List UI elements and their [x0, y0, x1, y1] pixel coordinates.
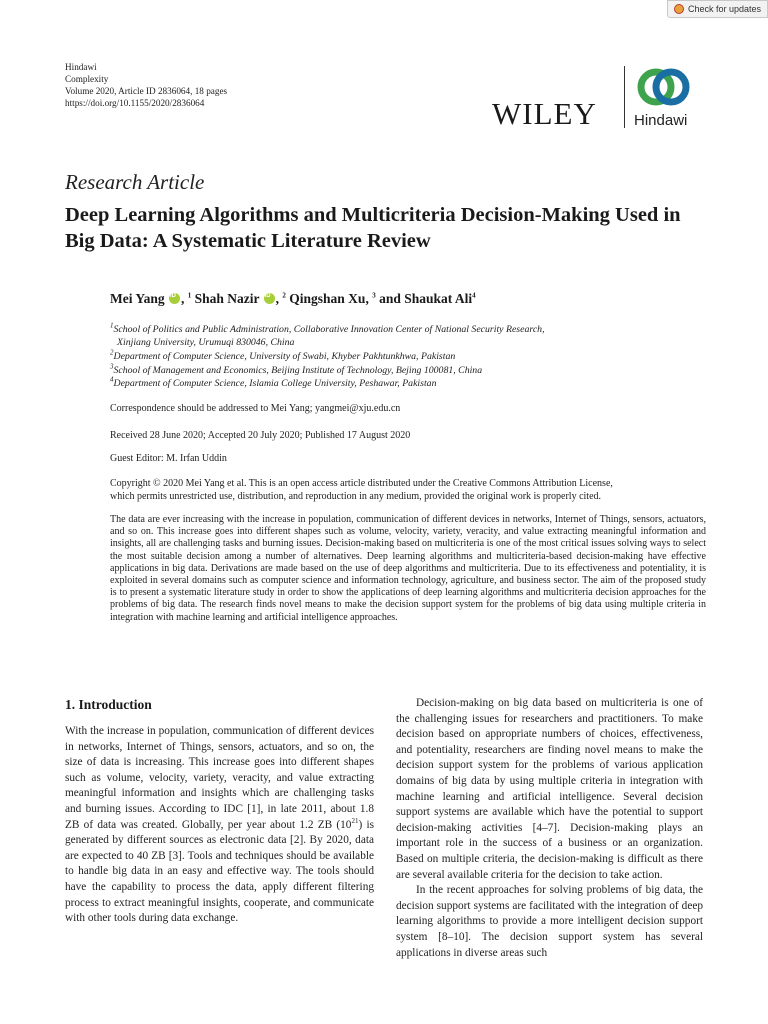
journal-info	[65, 61, 227, 109]
check-for-updates-button[interactable]	[667, 0, 768, 18]
abstract: The data are ever increasing with the increase in population, communication of different devices in networks, Internet of Things, sensors, actuators, and so on. This increase goes into different shapes such as volume, velocity, variety, veracity, and value extracting meaningful information and insights, all are challenging tasks and burning issues. Decision-making based on multicriteria is one of the most critical issues solving ways to select the most suitable decision among a number of alternatives. Deep learning algorithms and multicriteria-based decision-making have effective applications in big data. Derivations are made based on the use of deep algorithms and multicriteria. Due to its effectiveness and potentiality, it is exploited in several domains such as computer science and information technology, agriculture, and business sector. The aim of the proposed study is to present a systematic literature study in order to show the applications of deep learning algorithms and multicriteria decision approaches for the problems of big data. The research finds novel means to make the decision support system for the problems of big data using multiple criteria in integration with machine learning and artificial intelligence approaches.	[110, 514, 706, 623]
affiliation: $^1$School of Politics and Public Administration, Collaborative Innovation Center of National Security Research,	[110, 321, 545, 335]
affiliation: $^2$Department of Computer Science, University of Swabi, Khyber Pakhtunkhwa, Pakistan	[110, 348, 456, 362]
author-affiliation-sup: 3	[372, 291, 376, 300]
orcid-icon[interactable]	[264, 293, 275, 304]
paragraph: Decision-making on big data based on multicriteria is one of the challenging issues for researchers and practitioners. To make decision based on appropriate numbers of choices, effectiveness, and potentiality, researchers are finding novel means to make the decision support system for the problems of various application domains of big data by using multiple criteria in integration with machine learning and artificial intelligence. Several decision support systems are available which have the potential to support decision-making activities [4–7]. Decision-making plays an important role in the success of a business or an organization. Based on multiple criteria, the decision-making is difficult as there are several available criteria for the decision to take action.	[396, 697, 703, 881]
correspondence: Correspondence should be addressed to Mei Yang; yangmei@xju.edu.cn	[110, 403, 401, 414]
volume-info: Volume 2020, Article ID 2836064, 18 pages	[65, 86, 228, 96]
author-name[interactable]: Shaukat Ali	[404, 291, 473, 306]
paragraph: With the increase in population, communication of different devices in networks, Internet of Things, sensors, actuators, and so on, the size of data is increasing. This increase goes into different shapes such as volume, velocity, variety, veracity, and value extracting meaningful information and insights which are challenging tasks and burning issues. According to IDC [1], in late 2011, about 1.8 ZB of data was created. Globally, per year about 1.2 ZB $(10^{21})$ is generated by different sources as electronic data [2]. By 2020, data are expected to 40 ZB [3]. Tools and techniques should be available to handle big data in an easy and effective way. The tools should have the capability to process the data, apply different filtering process to extract meaningful insights, cooperate, and communicate with other tools during data exchange.	[65, 725, 374, 925]
author-list: Mei Yang iD , $^1$ Shah Nazir iD , $^2$ Qingshan Xu, $^3$ and Shaukat Ali$^4$	[110, 291, 476, 307]
publication-dates: Received 28 June 2020; Accepted 20 July 2020; Published 17 August 2020	[110, 430, 411, 441]
author-name[interactable]: Qingshan Xu	[289, 291, 366, 306]
paragraph: In the recent approaches for solving problems of big data, the decision support systems are facilitated with the integration of deep learning algorithms to provide a more intelligent decision support system [8–10]. The decision support system has several applications in diverse areas such	[396, 884, 703, 959]
guest-editor: Guest Editor: M. Irfan Uddin	[110, 453, 227, 464]
author-affiliation-sup: 1	[187, 291, 192, 300]
journal-name: Complexity	[65, 74, 109, 84]
orcid-icon[interactable]	[169, 293, 180, 304]
body-column-left	[65, 724, 374, 927]
article-type: Research Article	[65, 170, 205, 194]
check-updates-icon	[674, 4, 684, 14]
author-affiliation-sup: 4	[472, 291, 476, 300]
hindawi-logo-text: Hindawi	[634, 112, 688, 129]
author-affiliation-sup: 2	[282, 291, 286, 300]
copyright-notice: Copyright © 2020 Mei Yang et al. This is an open access article distributed under the Creative Commons Attribution License, which permits unrestricted use, distribution, and reproduction in any medium, provided the original work is properly cited.	[110, 478, 613, 502]
logo-divider	[624, 66, 625, 128]
affiliation-continued: Xinjiang University, Urumuqi 830046, China	[117, 337, 295, 348]
author-name[interactable]: Shah Nazir	[194, 291, 260, 306]
body-column-right	[396, 696, 703, 961]
wiley-logo: WILEY	[492, 96, 597, 131]
affiliation: $^3$School of Management and Economics, Beijing Institute of Technology, Bejing 100081, China	[110, 362, 483, 376]
hindawi-logo-icon	[636, 64, 692, 110]
section-heading: 1. Introduction	[65, 697, 152, 712]
check-for-updates-label: Check for updates	[688, 4, 762, 14]
article-title: Deep Learning Algorithms and Multicriteria Decision-Making Used in Big Data: A Systematic Literature Review	[65, 204, 681, 252]
publisher-name: Hindawi	[65, 62, 97, 72]
author-name[interactable]: Mei Yang	[110, 291, 165, 306]
doi-link[interactable]: https://doi.org/10.1155/2020/2836064	[65, 98, 205, 108]
affiliation: $^4$Department of Computer Science, Islamia College University, Peshawar, Pakistan	[110, 375, 437, 389]
